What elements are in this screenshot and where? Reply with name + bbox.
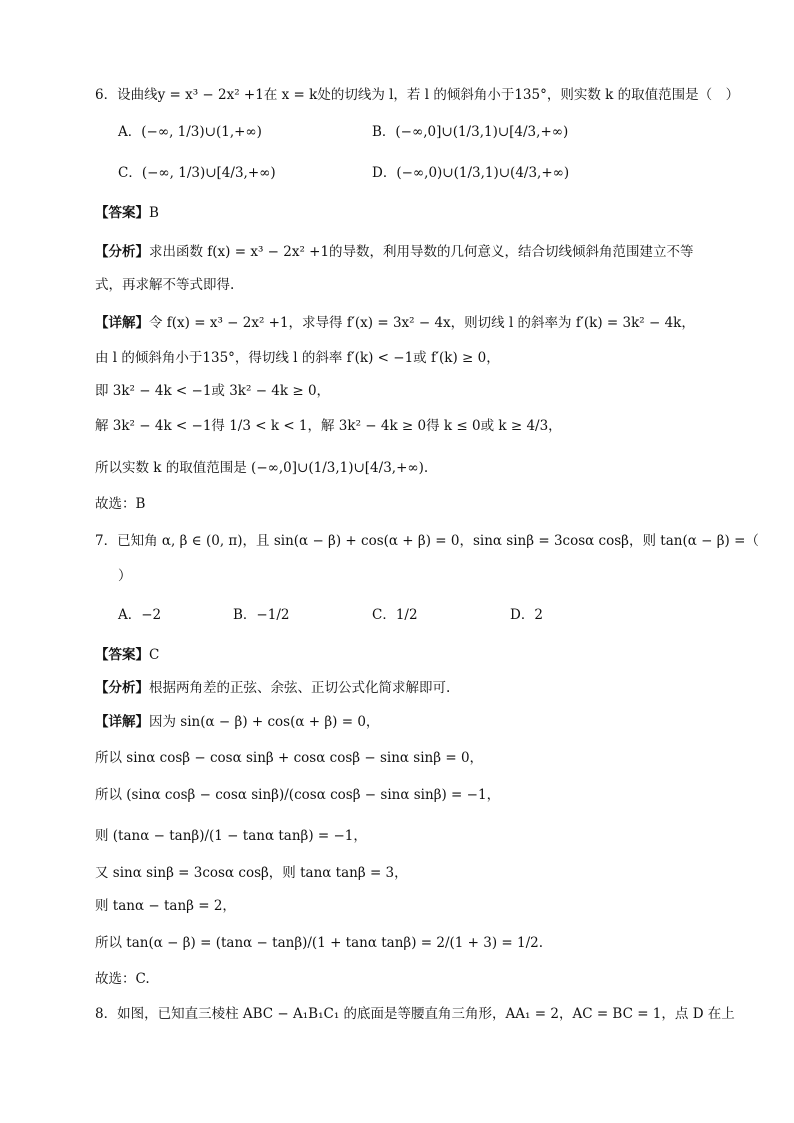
q7-analysis-line	[95, 678, 450, 698]
q7-option-b: B．−1/2	[233, 607, 290, 623]
q7-detail-4: 则 (tanα − tanβ)/(1 − tanα tanβ) = −1，	[95, 828, 367, 844]
q6-analysis-line	[95, 242, 694, 262]
analysis-tag: 【分析】	[95, 244, 149, 260]
q6-answer-line	[95, 203, 159, 223]
q7-answer: C	[149, 647, 160, 663]
q6-detail-1: 令 f(x) = x³ − 2x² +1，求导得 f′(x) = 3x² − 4x，则切线 l 的斜率为 f′(k) = 3k² − 4k，	[149, 315, 695, 331]
q7-detail-2: 所以 sinα cosβ − cosα sinβ + cosα cosβ − sinα sinβ = 0，	[95, 750, 484, 766]
q7-detail-3: 所以 (sinα cosβ − cosα sinβ)/(cosα cosβ − sinα sinβ) = −1，	[95, 787, 501, 803]
q7-analysis: 根据两角差的正弦、余弦、正切公式化简求解即可.	[149, 680, 451, 696]
q6-stem: 6．设曲线y = x³ − 2x² +1在 x = k处的切线为 l，若 l 的倾斜角小于135°，则实数 k 的取值范围是（ ）	[95, 87, 740, 103]
detail-tag: 【详解】	[95, 315, 149, 331]
q6-option-c: C．(−∞, 1/3)∪[4/3,+∞)	[118, 165, 276, 181]
q6-option-d: D．(−∞,0)∪(1/3,1)∪(4/3,+∞)	[372, 165, 570, 181]
q7-option-a: A．−2	[118, 607, 162, 623]
q6-detail-2: 由 l 的倾斜角小于135°，得切线 l 的斜率 f′(k) < −1或 f′(k) ≥ 0，	[95, 350, 500, 366]
q7-stem-2: ）	[118, 568, 132, 584]
q7-detail-1: 因为 sin(α − β) + cos(α + β) = 0，	[149, 714, 380, 730]
q7-detail-5: 又 sinα sinβ = 3cosα cosβ，则 tanα tanβ = 3，	[95, 865, 408, 881]
q7-detail-6: 则 tanα − tanβ = 2，	[95, 898, 236, 914]
answer-tag: 【答案】	[95, 205, 149, 221]
q7-option-d: D．2	[510, 607, 543, 623]
q7-detail-line	[95, 712, 379, 732]
q6-option-b: B．(−∞,0]∪(1/3,1)∪[4/3,+∞)	[372, 124, 569, 140]
q8-stem: 8．如图，已知直三棱柱 ABC − A₁B₁C₁ 的底面是等腰直角三角形，AA₁ = 2，AC = BC = 1，点 D 在上	[95, 1006, 735, 1022]
detail-tag: 【详解】	[95, 714, 149, 730]
q6-answer: B	[149, 205, 159, 221]
q7-option-c: C．1/2	[372, 607, 418, 623]
q6-detail-4: 解 3k² − 4k < −1得 1/3 < k < 1，解 3k² − 4k ≥ 0得 k ≤ 0或 k ≥ 4/3，	[95, 418, 562, 434]
q6-detail-5: 所以实数 k 的取值范围是 (−∞,0]∪(1/3,1)∪[4/3,+∞).	[95, 460, 429, 476]
q7-detail-7: 所以 tan(α − β) = (tanα − tanβ)/(1 + tanα tanβ) = 2/(1 + 3) = 1/2.	[95, 935, 544, 951]
q6-detail-line	[95, 313, 695, 333]
q7-choose: 故选：C.	[95, 971, 150, 987]
q7-answer-line	[95, 645, 159, 665]
q6-detail-3: 即 3k² − 4k < −1或 3k² − 4k ≥ 0，	[95, 383, 331, 399]
analysis-tag: 【分析】	[95, 680, 149, 696]
q6-option-a: A．(−∞, 1/3)∪(1,+∞)	[118, 124, 262, 140]
q7-stem-1: 7．已知角 α, β ∈ (0, π)，且 sin(α − β) + cos(α + β) = 0，sinα sinβ = 3cosα cosβ，则 tan(α − β) =（	[95, 533, 759, 549]
q6-analysis-2: 式，再求解不等式即得.	[95, 277, 235, 293]
answer-tag: 【答案】	[95, 647, 149, 663]
q6-analysis-1: 求出函数 f(x) = x³ − 2x² +1的导数，利用导数的几何意义，结合切线倾斜角范围建立不等	[149, 244, 694, 260]
q6-choose: 故选：B	[95, 496, 146, 512]
